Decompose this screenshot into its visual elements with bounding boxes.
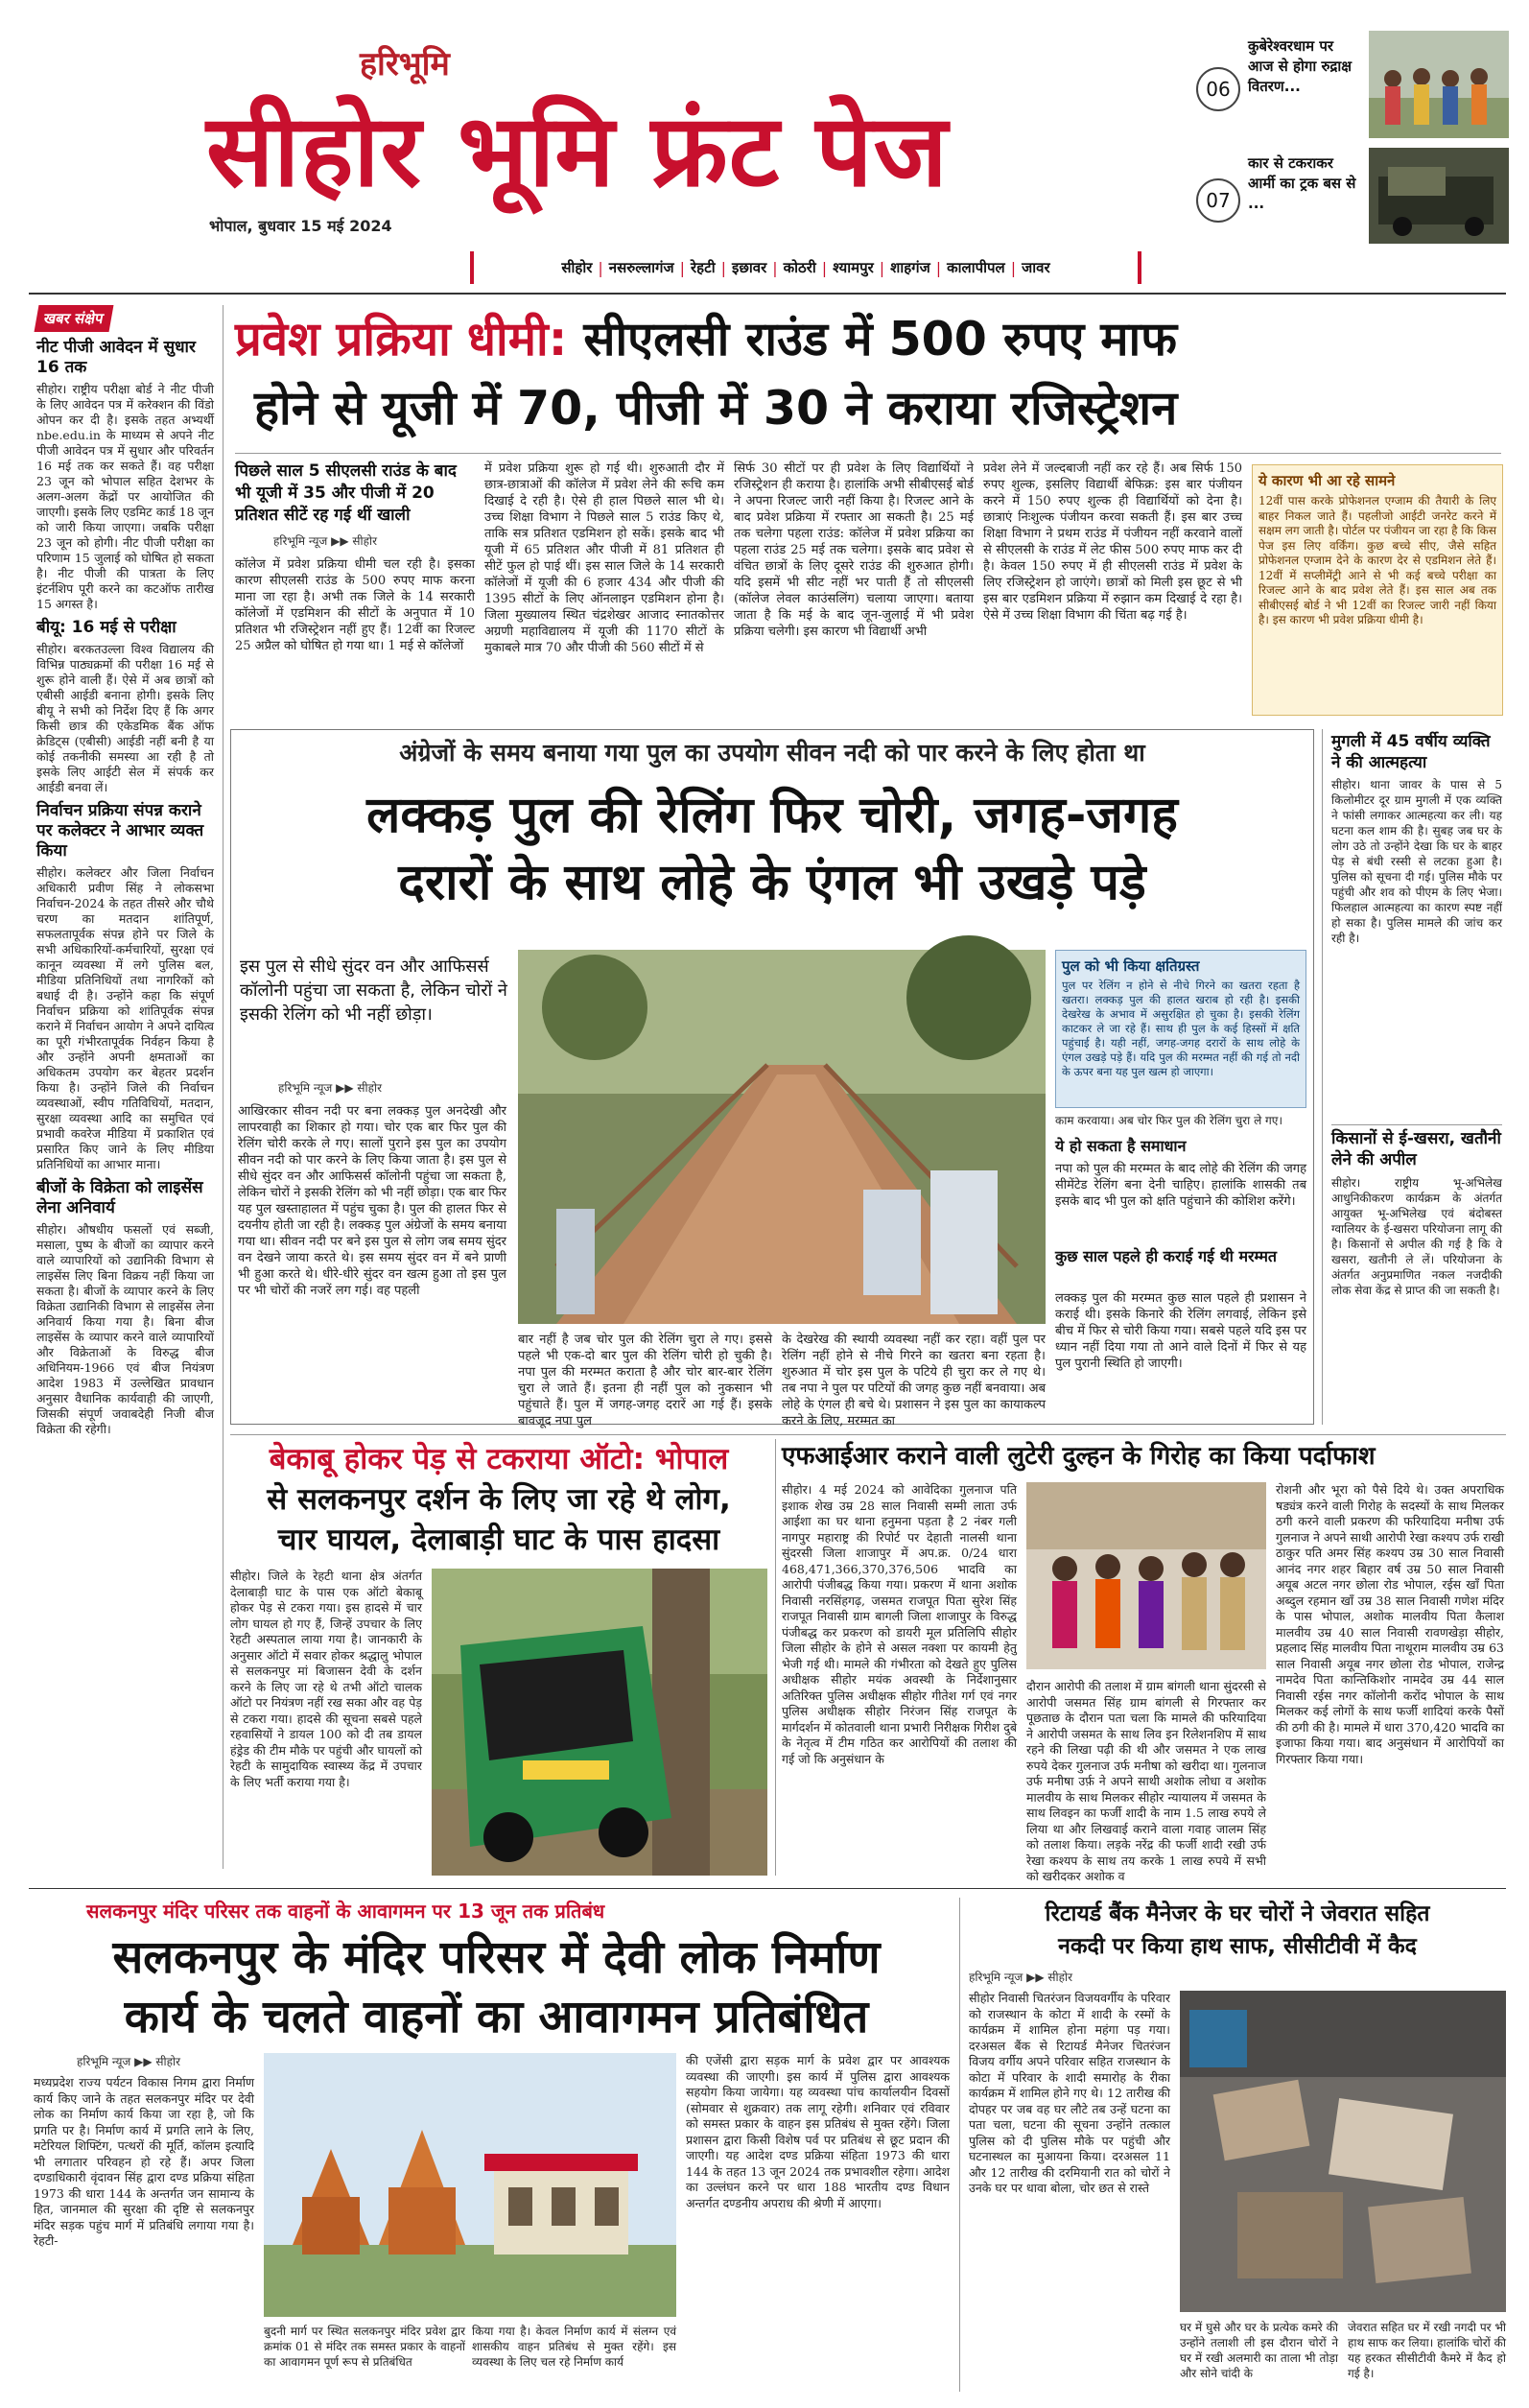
bridge-info-box bbox=[1055, 950, 1306, 1108]
brief-headline: निर्वाचन प्रक्रिया संपन्न कराने पर कलेक्टर ने आभार व्यक्त किया bbox=[36, 801, 204, 861]
town-link[interactable]: जावर bbox=[1022, 259, 1050, 276]
info-box-body: 12वीं पास करके प्रोफेशनल एग्जाम की तैयारी के लिए बाहर निकल जाते हैं। पहलीजो आईटी जनरेट करने में सक्षम लग जाती है। पोर्टल पर पंजीयन जा रहा है कि किस पेज इस लिए वर्किंग। कुछ बच्चे सीए, जैसे सहित प्रोफेशनल एग्जाम देने के कारण देर से एडमिशन लेते हैं। 12वीं में सप्लीमेंट्री आने से भी कई बच्चे परीक्षा का रिजल्ट आने के बाद प्रवेश लेते हैं। इस साल अब तक सीबीएसई बोर्ड ने भी 12वीं का रिजल्ट जारी नहीं किया है। इस कारण भी प्रवेश प्रक्रिया धीमी है। bbox=[1258, 494, 1496, 626]
salkanpur-col-2: की एजेंसी द्वारा सड़क मार्ग के प्रवेश द्वार पर आवश्यक व्यवस्था की जाएगी। इस कार्य में पुलिस द्वारा आवश्यक सहयोग किया जायेगा। यह व्यवस्था पांच कार्यालयीन दिवसों (सोमवार से शुक्रवार) तक लागू रहेगी। शनिवार एवं रविवार को समस्त प्रकार के वाहन इस प्रतिबंध से मुक्त रहेंगे। जिला प्रशासन द्वारा किसी विशेष पर्व पर प्रतिबंध से छूट प्रदान की जाएगी। यह आदेश दण्ड प्रक्रिया संहिता 1973 की धारा 144 के तहत 13 जून 2024 तक प्रभावशील रहेगा। आदेश का उल्लंघन करने पर धारा 188 भारतीय दण्ड विधान अन्तर्गत दण्डनीय अपराध की श्रेणी में आएगा। bbox=[686, 2053, 950, 2210]
theft-headline bbox=[969, 1898, 1506, 1963]
auto-body: सीहोर। जिले के रेहटी थाना क्षेत्र अंतर्गत देलाबाड़ी घाट के पास एक ऑटो बेकाबू होकर पेड़ से टकरा गया। इस हादसे में चार लोग घायल हो गए हैं, जिन्हें उपचार के लिए रेहटी अस्पताल लाया गया है। जानकारी के अनुसार ऑटो में सवार होकर श्रद्धालु भोपाल से सलकनपुर मां बिजासन देवी के दर्शन करने के लिए जा रहे थे तभी ऑटो चालक ऑटो पर नियंत्रण नहीं रख सका और वह पेड़ से टकरा गया। हादसे की सूचना सबसे पहले रहवासियों ने डायल 100 को दी तब डायल हंड्रेड की टीम मौके पर पहुंची और घायलों को रेहटी के सामुदायिक स्वास्थ्य केंद्र में उपचार के लिए भर्ती कराया गया है। bbox=[230, 1569, 422, 1789]
brief-body: सीहोर। बरकतउल्ला विश्व विद्यालय की विभिन्न पाठ्यक्रमों की परीक्षा 16 मई से शुरू होने वाली हैं। ऐसे में अब छात्रों को एबीसी आईडी बनाना होगी। इसके लिए बीयू ने सभी को निर्देश दिए हैं कि अगर किसी छात्र की एकेडमिक बैंक ऑफ क्रेडिट्स (एबीसी) आईडी नहीं बनी है या कोई तकनीकी समस्या आ रही है तो इसके लिए आईटी सेल में संपर्क कर आईडी बनवा लें। bbox=[36, 642, 214, 794]
teaser-2[interactable] bbox=[1185, 144, 1511, 249]
masthead-brand: हरिभूमि bbox=[360, 45, 450, 83]
bridge-headline-2: दरारों के साथ लोहे के एंगल भी उखड़े पड़े bbox=[398, 854, 1146, 911]
bridge-deck: इस पुल से सीधे सुंदर वन और आफिसर्स कॉलोनी पहुंचा जा सकता है, लेकिन चोरों ने इसकी रेलिंग को भी नहीं छोड़ा। bbox=[240, 956, 507, 1025]
info-box-title: ये कारण भी आ रहे सामने bbox=[1258, 472, 1396, 489]
news-briefs bbox=[36, 305, 214, 1878]
lead-kicker: प्रवेश प्रक्रिया धीमी: bbox=[235, 312, 568, 366]
lead-byline: हरिभूमि न्यूज ▶▶ सीहोर bbox=[273, 534, 378, 548]
bridge-byline: हरिभूमि न्यूज ▶▶ सीहोर bbox=[278, 1081, 383, 1095]
auto-headline-1: बेकाबू होकर पेड़ से टकराया ऑटो: भोपाल bbox=[269, 1442, 729, 1476]
bride-photo bbox=[1026, 1482, 1266, 1669]
teaser-text: कुबेरेश्वरधाम पर आज से होगा रुद्राक्ष वितरण... bbox=[1248, 37, 1353, 95]
salkanpur-byline: हरिभूमि न्यूज ▶▶ सीहोर bbox=[77, 2055, 181, 2068]
bride-col-1: सीहोर। 4 मई 2024 को आवेदिका गुलनाज पति इशाक शेख उम्र 28 साल निवासी सम्मी लाता उर्फ आईशा का घर थाना हनुमना पड़ता है 2 नंबर गली नागपुर महाराष्ट्र की रिपोर्ट पर देहाती नालसी थाना सुंदरसी जिला शाजापुर में अप.क्र. 0/24 धारा 468,471,366,370,376,506 भादवि का आरोपी पंजीबद्ध किया गया। प्रकरण में थाना अशोक निवासी नरसिंहगढ़, जसमत राजपूत पिता सुरेश सिंह राजपूत निवासी ग्राम बागली जिला शाजापुर के विरुद्ध पंजीबद्ध कर प्रकरण को डायरी मूल प्रतिलिपि सीहोर जिला सीहोर के होने से असल नक्शा पर कायमी हेतु भेजी गई थी। मामले की गंभीरता को देखते हुए पुलिस अधीक्षक सीहोर मयंक अवस्थी के निर्देशानुसार अतिरिक्त पुलिस अधीक्षक सीहोर गीतेश गर्ग एवं नगर पुलिस अधीक्षक सीहोर निरंजन सिंह राजपूत के मार्गदर्शन में कोतवाली थाना प्रभारी निरीक्षक गिरीश दुबे के नेतृत्व में टीम गठित कर आरोपियों की तलाश की गई जो कि अनुसंधान के bbox=[782, 1482, 1017, 1766]
bride-col-3: रोशनी और भूरा को पैसे दिये थे। उक्त अपराधिक षड्यंत्र करने वाली गिरोह के सदस्यों के साथ मिलकर ठगी करने वाली प्रकरण की फरियादिया मनीषा उर्फ गुलनाज ने अपने साथी आरोपी रेखा कश्यप उर्फ राखी ठाकुर पति अमर सिंह कश्यप उम्र 30 साल निवासी आनंद नगर शहर बिहार वर्ष उम्र 50 साल निवासी अयूब अटल नगर छोला रोड भोपाल, रईस खाँ पिता अब्दुल रहमान खाँ उम्र 38 साल निवासी गणेश मंदिर के पास भोपाल, अशोक मालवीय पिता कैलाश मालवीय उम्र 40 साल निवासी रावणखेड़ा सीहोर, प्रहलाद सिंह मालवीय पिता नाथूराम मालवीय उम्र 63 साल निवासी अयूब नगर छोला रोड भोपाल, राजेन्द्र नामदेव पिता कान्तिकिशोर नामदेव उम्र 44 साल निवासी रईस नगर कॉलोनी करोंद भोपाल के साथ मिलकर कई लोगों के साथ फर्जी शादियां करके पैसों की ठगी की है। मामले में धारा 370,420 भादवि का इजाफा किया गया। बाद अनुसंधान में आरोपियों का गिरफ्तार किया गया। bbox=[1276, 1482, 1504, 1766]
towns-bar: सीहोर | नसरुल्लागंज | रेहटी | इछावर | कोठरी | श्यामपुर | शाहगंज | कालापीपल | जावर bbox=[470, 251, 1141, 284]
teaser-photo bbox=[1369, 31, 1509, 138]
lead-deck: पिछले साल 5 सीएलसी राउंड के बाद भी यूजी में 35 और पीजी में 20 प्रतिशत सीटें रह गई थीं खाली bbox=[235, 461, 457, 525]
bride-headline: एफआईआर कराने वाली लुटेरी दुल्हन के गिरोह का किया पर्दाफाश bbox=[782, 1442, 1376, 1471]
lead-col-4: प्रवेश लेने में जल्दबाजी नहीं कर रहे हैं। अब सिर्फ 150 रुपए शुल्क, इसलिए विद्यार्थी बेफिक्र: इस बार पंजीयन करने में 150 रुपए शुल्क ही विद्यार्थियों को देना है। छात्राएं निःशुल्क पंजीयन करवा सकती हैं। इस बार उच्च शिक्षा विभाग ने प्रथम राउंड में पंजीयन नहीं करवाने वालों से सीएलसी के राउंड में लेट फीस 500 रुपए माफ कर दी है। केवल 150 रुपए में ही सीएलसी राउंड में प्रवेश के लिए रजिस्ट्रेशन हो जाएंगे। छात्रों को मिली इस छूट से भी इस बार एडमिशन प्रक्रिया में रुझान कम दिखाई दे रहा है। ऐसे में उच्च शिक्षा विभाग की चिंता बढ़ गई है। bbox=[983, 461, 1242, 623]
bridge-headline-1: लक्कड़ पुल की रेलिंग फिर चोरी, जगह-जगह bbox=[366, 787, 1178, 844]
theft-photo bbox=[1180, 1991, 1506, 2312]
auto-headline-3: चार घायल, देलाबाड़ी घाट के पास हादसा bbox=[277, 1523, 720, 1557]
bridge-sub-1-body: नपा को पुल की मरम्मत के बाद लोहे की रेलिंग की जगह सीमेंटेड रेलिंग बना देनी चाहिए। हालांकि शासकी तब इसके बाद भी पुल को क्षति पहुंचाने की कोशिश करेंगे। bbox=[1055, 1162, 1306, 1209]
teaser-number: 07 bbox=[1196, 178, 1240, 223]
town-link[interactable]: कोठरी bbox=[783, 259, 816, 276]
salkanpur-headline bbox=[34, 1928, 959, 2047]
lead-headline-1: सीएलसी राउंड में 500 रुपए माफ bbox=[583, 312, 1177, 366]
bridge-headline bbox=[240, 782, 1305, 916]
town-link[interactable]: रेहटी bbox=[691, 259, 716, 276]
town-link[interactable]: सीहोर bbox=[561, 259, 593, 276]
bridge-sub-2-body: लक्कड़ पुल की मरम्मत कुछ साल पहले ही प्रशासन ने कराई थी। इसके किनारे की रेलिंग लगवाई, लेकिन इसे बीच में फिर से चोरी किया गया। सबसे पहले यदि इस पर ध्यान नहीं दिया गया तो आने वाले दिनों में फिर से यह पुल पुरानी स्थिति हो जाएगी। bbox=[1055, 1291, 1306, 1371]
lead-headline-2: होने से यूजी में 70, पीजी में 30 ने कराया रजिस्ट्रेशन bbox=[254, 381, 1178, 436]
bridge-col-3: के देखरेख की स्थायी व्यवस्था नहीं कर रहा। वहीं पुल पर रेलिंग नहीं होने से नीचे गिरने का खतरा बना रहता है। शुरुआत में चोर इस पुल के पटिये ही चुरा कर ले गए थे। तब नपा ने पुल पर पटियों की जगह कुछ नहीं बनवाया। अब लोहे के एंगल ही बचे थे। प्रशासन ने इस पुल का कायाकल्प करने के लिए, मरम्मत का bbox=[782, 1333, 1046, 1428]
theft-headline-1: रिटायर्ड बैंक मैनेजर के घर चोरों ने जेवरात सहित bbox=[1045, 1901, 1430, 1926]
lead-col-1: कॉलेज में प्रवेश प्रक्रिया धीमी चल रही है। इसका कारण सीएलसी राउंड के 500 रुपए माफ करना माना जा रहा है। अभी तक जिले के 14 सरकारी कॉलेजों में एडमिशन की सीटों के अनुपात में 10 प्रतिशत भी रजिस्ट्रेशन नहीं हुए हैं। 12वीं का रिजल्ट 25 अप्रैल को घोषित हो गया था। 1 मई से कॉलेजों bbox=[235, 557, 475, 653]
town-link[interactable]: शाहगंज bbox=[890, 259, 930, 276]
bridge-col-1: आखिरकार सीवन नदी पर बना लक्कड़ पुल अनदेखी और लापरवाही का शिकार हो गया। चोर एक बार फिर पुल की रेलिंग चोरी करके ले गए। सालों पुराने इस पुल का उपयोग सीवन नदी को पार करने के लिए किया जाता है। इस पुल से सीधे सुंदर वन और आफिसर्स कॉलोनी पहुंचा जा सकता है, लेकिन चोरों ने इसकी रेलिंग को भी नहीं छोड़ा। एक बार फिर यह पुल खस्ताहालत में पहुंच चुका है। पुल की हालत फिर से दयनीय होती जा रही है। लक्कड़ पुल अंग्रेजों के समय बनाया गया था। सीवन नदी पर बने इस पुल से लोग जब समय सुंदर वन देखने जाया करते थे। इस समय सुंदर वन में बने प्राणी भी हुआ करते थे। धीरे-धीरे सुंदर वन खत्म हुआ तो इस पुल पर भी चोरों की नजरें लग गई। वह पहली bbox=[238, 1104, 506, 1298]
theft-caption-2: जेवरात सहित घर में रखी नगदी पर भी हाथ साफ कर लिया। हालांकि चोरों की यह हरकत सीसीटीवी कैमरे में कैद हो गई है। bbox=[1348, 2321, 1506, 2380]
auto-headline-2: से सलकनपुर दर्शन के लिए जा रहे थे लोग, bbox=[267, 1482, 731, 1517]
lead-col-2: में प्रवेश प्रक्रिया शुरू हो गई थी। शुरुआती दौर में छात्र-छात्राओं की कॉलेज में प्रवेश लेने की रूचि कम दिखाई दे रही है। ऐसे ही हाल पिछले साल भी थे। उच्च शिक्षा विभाग ने पिछले साल 5 राउंड किए थे, ताकि सत्र प्रतिशत एडमिशन हो सकें। इसके बाद भी यूजी में 65 प्रतिशत और पीजी में 81 प्रतिशत ही सीटें फुल हो पाई थीं। इस साल जिले के 14 सरकारी कॉलेजों में यूजी की 6 हजार 434 और पीजी की 1395 सीटों के लिए ऑनलाइन एडमिशन होना है। जिला मुख्यालय स्थित चंद्रशेखर आजाद स्नातकोत्तर अग्रणी महाविद्यालय में यूजी की 1170 सीटों के मुकाबले मात्र 70 और पीजी की 560 सीटों में से bbox=[484, 461, 724, 655]
brief-headline: नीट पीजी आवेदन में सुधार 16 तक bbox=[36, 338, 196, 377]
town-link[interactable]: नसरुल्लागंज bbox=[608, 259, 674, 276]
teaser-text: कार से टकराकर आर्मी का ट्रक बस से ... bbox=[1248, 154, 1356, 212]
brief-headline: बीयू: 16 मई से परीक्षा bbox=[36, 618, 176, 637]
brief-item bbox=[36, 801, 214, 1172]
brief-item bbox=[36, 618, 214, 795]
dateline: भोपाल, बुधवार 15 मई 2024 bbox=[209, 217, 392, 235]
bridge-photo bbox=[518, 950, 1046, 1324]
auto-photo bbox=[432, 1569, 767, 1876]
bridge-col-2: बार नहीं है जब चोर पुल की रेलिंग चुरा ले गए। इससे पहले भी एक-दो बार पुल की रेलिंग चोरी हो चुकी है। नपा पुल की मरम्मत कराता है और चोर बार-बार रेलिंग चुरा ले जाते हैं। इतना ही नहीं पुल को नुकसान भी पहुंचाते हैं। पुल में जगह-जगह दरारें आ गई हैं। इसके बावजूद नपा पुल bbox=[518, 1333, 772, 1428]
salkanpur-headline-2: कार्य के चलते वाहनों का आवागमन प्रतिबंधित bbox=[124, 1991, 869, 2043]
bridge-sub-2: कुछ साल पहले ही कराई गई थी मरम्मत bbox=[1055, 1247, 1278, 1265]
bridge-sub-1: ये हो सकता है समाधान bbox=[1055, 1137, 1187, 1155]
brief-item bbox=[36, 338, 214, 612]
lead-info-box bbox=[1252, 464, 1503, 716]
salkanpur-col-1: मध्यप्रदेश राज्य पर्यटन विकास निगम द्वारा निर्माण कार्य किए जाने के तहत सलकनपुर मंदिर पर देवी लोक का निर्माण कार्य किया जा रहा है, जो कि प्रगति पर है। निर्माण कार्य में प्रगति लाने के लिए, मटेरियल शिफ्टिंग, पत्थरों की मूर्ति, कॉलम इत्यादि भी लगातार परिवहन हो रहे हैं। अपर जिला दण्डाधिकारी वृंदावन सिंह द्वारा दण्ड प्रक्रिया संहिता 1973 की धारा 144 के अन्तर्गत जन सामान्य के हित, जानमाल की सुरक्षा की दृष्टि से सलकनपुर मंदिर सड़क पहुंच मार्ग में प्रतिबंधि लगाया गया है। रेहटी- bbox=[34, 2075, 254, 2248]
khatauni-headline: किसानों से ई-खसरा, खतौनी लेने की अपील bbox=[1331, 1129, 1501, 1169]
bridge-caption: काम करवाया। अब चोर फिर पुल की रेलिंग चुरा ले गए। bbox=[1055, 1114, 1282, 1127]
suicide-body: सीहोर। थाना जावर के पास से 5 किलोमीटर दूर ग्राम मुगली में एक व्यक्ति ने फांसी लगाकर आत्महत्या कर ली। यह घटना कल शाम की है। सुबह जब घर के लोग उठे तो उन्होंने देखा कि घर के बाहर पेड़ से बंधी रस्सी से लटका हुआ है। पुलिस को सूचना दी गई। पुलिस मौके पर पहुंची और शव को पीएम के लिए भेजा। फिलहाल आत्महत्या का कारण स्पष्ट नहीं हो सका है। पुलिस मामले की जांच कर रही है। bbox=[1331, 778, 1502, 945]
theft-body: सीहोर निवासी चितरंजन विजयवर्गीय के परिवार को राजस्थान के कोटा में शादी के रस्मों के कार्यक्रम में शामिल होना महंगा पड़ गया। दरअसल बैंक से रिटायर्ड मैनेजर चितरंजन विजय वर्गीय अपने परिवार सहित राजस्थान के कोटा में परिवार के शादी समारोह के रीका कार्यक्रम में शामिल होने गए थे। 12 तारीख की दोपहर पर जब वह घर लौटे तब उन्हें घटना का पता चला, घटना की सूचना उन्होंने तत्काल पुलिस को दी पुलिस मौके पर पहुंची और घटनास्थल का मुआयना किया। दरअसल 11 और 12 तारीख की दरमियानी रात को चोरों ने उनके घर पर धावा बोला, चोर छत से रास्ते bbox=[969, 1991, 1170, 2195]
town-link[interactable]: श्यामपुर bbox=[833, 259, 874, 276]
brief-body: सीहोर। राष्ट्रीय परीक्षा बोर्ड ने नीट पीजी के लिए आवेदन पत्र में करेक्शन की विंडो ओपन कर दी है। इसके तहत अभ्यर्थी nbe.edu.in के माध्यम से अपने नीट पीजी आवेदन पत्र में सुधार और परिवर्तन 16 मई तक कर सकते हैं। वह परीक्षा 23 जून को भोपाल सहित देशभर के अलग-अलग केंद्रों पर आयोजित की जाएगी। इसके लिए एडमिट कार्ड 18 जून को जारी किया जाएगा। जबकि परीक्षा 23 जून को होगी। नीट पीजी परीक्षा का परिणाम 15 जुलाई को घोषित हो सकता है। नीट पीजी की पात्रता के लिए इंटर्नशिप पूरी करने का कटऑफ तारीख 15 अगस्त है। bbox=[36, 382, 214, 611]
theft-headline-2: नकदी पर किया हाथ साफ, सीसीटीवी में कैद bbox=[1058, 1934, 1417, 1959]
theft-caption: घर में घुसे और घर के प्रत्येक कमरे की उन्होंने तलाशी ली इस दौरान चोरों ने घर में रखी अलमारी का ताला भी तोड़ा और सोने चांदी के bbox=[1180, 2321, 1338, 2380]
brief-body: सीहोर। कलेक्टर और जिला निर्वाचन अधिकारी प्रवीण सिंह ने लोकसभा निर्वाचन-2024 के तहत तीसरे और चौथे चरण का मतदान शांतिपूर्ण, सफलतापूर्वक संपन्न होने पर जिले के सभी अधिकारियों-कर्मचारियों, सुरक्षा एवं कानून व्यवस्था में लगे पुलिस बल, मीडिया प्रतिनिधियों तथा नागरिकों को बधाई दी है। उन्होंने कहा कि संपूर्ण निर्वाचन प्रक्रिया को शांतिपूर्वक संपन्न कराने में निर्वाचन आयोग ने अपने दायित्व का पूरी गंभीरतापूर्वक निर्वहन किया है और उन्होंने अपनी क्षमताओं का अधिकतम उपयोग कर बेहतर प्रदर्शन किया है। उन्होंने जिले की निर्वाचन व्यवस्थाओं, स्वीप गतिविधियों, मतदान, सुरक्षा व्यवस्था आदि का समुचित एवं प्रभावी कवरेज मीडिया में प्रकाशित एवं प्रसारित किए जाने के लिए मीडिया प्रतिनिधियों का आभार माना। bbox=[36, 865, 214, 1171]
briefs-label: खबर संक्षेप bbox=[35, 305, 114, 332]
info-box-body: पुल पर रेलिंग न होने से नीचे गिरने का खतरा रहता है खतरा। लक्कड़ पुल की हालत खराब हो रही है। इसकी देखरेख के अभाव में असुरक्षित हो चुका है। इसकी रेलिंग काटकर ले जा रहे हैं। साथ ही पुल के कई हिस्सों में क्षति पहुंचाई है। यही नहीं, जगह-जगह दरारों के साथ लोहे के एंगल उखड़े पड़े हैं। यदि पुल की मरम्मत नहीं की गई तो नदी के ऊपर बना यह पुल खत्म हो जाएगा। bbox=[1062, 979, 1300, 1078]
town-link[interactable]: कालापीपल bbox=[947, 259, 1005, 276]
salkanpur-caption-2: किया गया है। केवल निर्माण कार्य में संलग्न एवं शासकीय वाहन प्रतिबंध से मुक्त रहेंगे। इस व्यवस्था के लिए चल रहे निर्माण कार्य bbox=[472, 2325, 676, 2369]
brief-body: सीहोर। औषधीय फसलों एवं सब्जी, मसाला, पुष्प के बीजों का व्यापार करने वाले व्यापारियों को उद्यानिकी विभाग से लाइसेंस लिए बिना विक्रय नहीं किया जा सकता है। बीजों के व्यापार करने के लिए विक्रेता उद्यानिकी विभाग से लाइसेंस लेना अनिवार्य किया गया है। बिना बीज लाइसेंस के व्यापार करने वाले व्यापारियों और विक्रेताओं के विरुद्ध बीज अधिनियम-1966 एवं बीज नियंत्रण आदेश 1983 में उल्लेखित प्रावधान अनुसार वैधानिक कार्यवाही की जाएगी, जिसकी संपूर्ण जवाबदेही निजी बीज विक्रेता की रहेगी। bbox=[36, 1222, 214, 1436]
teaser-photo bbox=[1369, 148, 1509, 244]
town-link[interactable]: इछावर bbox=[731, 259, 767, 276]
theft-byline: हरिभूमि न्यूज ▶▶ सीहोर bbox=[969, 1971, 1073, 1984]
salkanpur-photo bbox=[264, 2053, 676, 2317]
lead-col-3: सिर्फ 30 सीटों पर ही प्रवेश के लिए विद्यार्थियों ने रजिस्ट्रेशन ही कराया है। हालांकि अभी सीबीएसई बोर्ड ने अपना रिजल्ट जारी नहीं किया है। रिजल्ट आने के बाद प्रवेश प्रक्रिया में रफ्तार आ सकती है। 25 मई तक चलेगा पहला राउंड: कॉलेज में प्रवेश प्रक्रिया का पहला राउंड 25 मई तक चलेगा। इसके बाद प्रवेश से वंचित छात्रों के लिए दूसरे राउंड की शुरुआत होगी। यदि इसमें भी सीट नहीं भर पाती हैं तो सीएलसी (कॉलेज लेवल काउंसलिंग) चलाया जाएगा। बताया जाता है कि मई के बाद जून-जुलाई में भी प्रवेश प्रक्रिया चलेगी। इस कारण भी विद्यार्थी अभी bbox=[734, 461, 974, 639]
teaser-1[interactable] bbox=[1185, 29, 1511, 144]
salkanpur-headline-1: सलकनपुर के मंदिर परिसर में देवी लोक निर्माण bbox=[112, 1931, 881, 1984]
teaser-number: 06 bbox=[1196, 67, 1240, 111]
info-box-title: पुल को भी किया क्षतिग्रस्त bbox=[1062, 957, 1200, 975]
salkanpur-caption: बुदनी मार्ग पर स्थित सलकनपुर मंदिर प्रवेश द्वार क्रमांक 01 से मंदिर तक समस्त प्रकार के वाहनों का आवागमन पूर्ण रूप से प्रतिबंधित bbox=[264, 2325, 465, 2369]
suicide-headline: मुगली में 45 वर्षीय व्यक्ति ने की आत्महत्या bbox=[1331, 732, 1491, 772]
bride-col-2: दौरान आरोपी की तलाश में ग्राम बांगली थाना सुंदरसी से आरोपी जसमत सिंह ग्राम बांगली से गिरफ्तार कर पूछताछ के दौरान पता चला कि मामले की फरियादिया ने आरोपी जसमत के साथ लिव इन रिलेशनशिप में साथ रहने की लिखा पढ़ी की थी और जसमत ने एक लाख रुपये देकर गुलनाज उर्फ मनीषा को खरीदा था। गुलनाज उर्फ मनीषा उर्फ़ ने अपने साथी अशोक लोधा व अशोक मालवीय के साथ मिलकर सीहोर न्यायालय में जसमत के साथ लिवइन का फर्जी शादी के नाम 1.5 लाख रुपये ले लिया था और लिखवाई कराने वाला गवाह जालम सिंह को तलाश किया। लड़के नरेंद्र की फर्जी शादी रखी उर्फ रेखा कश्यप के साथ तय करके 1 लाख रुपये में सभी को खरीदकर अशोक व bbox=[1026, 1679, 1266, 1883]
brief-item bbox=[36, 1178, 214, 1437]
lead-headline bbox=[235, 305, 1501, 443]
page-title: सीहोर भूमि फ्रंट पेज bbox=[206, 92, 949, 209]
salkanpur-banner: सलकनपुर मंदिर परिसर तक वाहनों के आवागमन पर 13 जून तक प्रतिबंध bbox=[86, 1900, 605, 1923]
bridge-kicker: अंग्रेजों के समय बनाया गया पुल का उपयोग सीवन नदी को पार करने के लिए होता था bbox=[399, 739, 1145, 767]
auto-headline bbox=[230, 1439, 767, 1560]
brief-headline: बीजों के विक्रेता को लाइसेंस लेना अनिवार्य bbox=[36, 1178, 203, 1217]
khatauni-body: सीहोर। राष्ट्रीय भू-अभिलेख आधुनिकीकरण कार्यक्रम के अंतर्गत आयुक्त भू-अभिलेख एवं बंदोबस्त ग्वालियर के ई-खसरा परियोजना लागू की है। किसानों से अपील की गई है कि वे खसरा, खतौनी ले लें। परियोजना के अंतर्गत अनुप्रमाणित नकल नजदीकी लोक सेवा केंद्र से प्राप्त की जा सकती है। bbox=[1331, 1176, 1502, 1297]
